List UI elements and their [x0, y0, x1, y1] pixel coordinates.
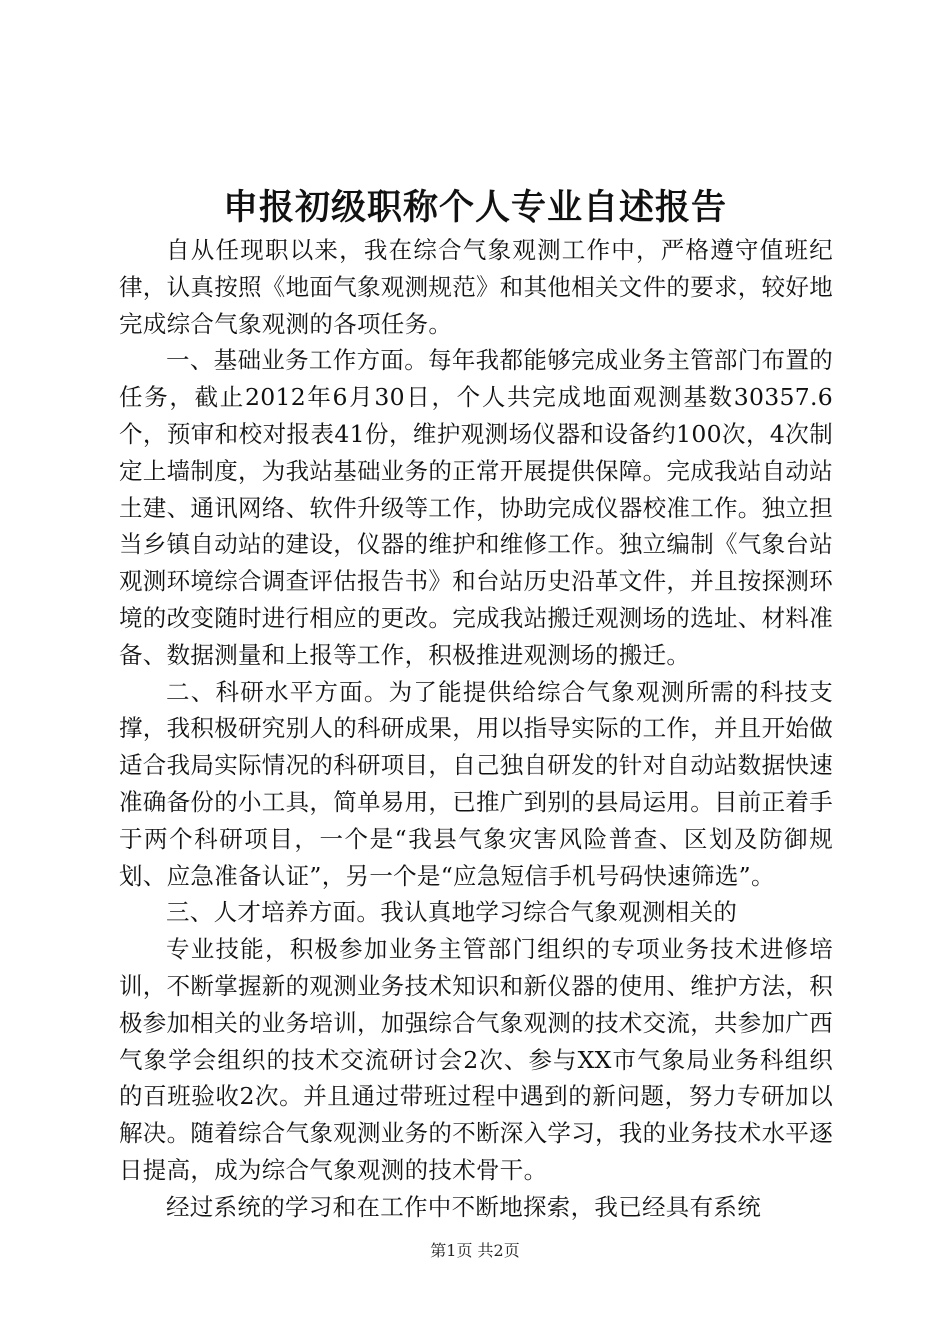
paragraph-basic-work: 一、基础业务工作方面。每年我都能够完成业务主管部门布置的任务，截止2012年6月30日，个人共完成地面观测基数30357.6个，预审和校对报表41份，维护观测场仪器和设备约100次，4次制定上墙制度，为我站基础业务的正常开展提供保障。完成我站自动站土建、通讯网络、软件升级等工作，协助完成仪器校准工作。独立担当乡镇自动站的建设，仪器的维护和维修工作。独立编制《气象台站观测环境综合调查评估报告书》和台站历史沿革文件，并且按探测环境的改变随时进行相应的更改。完成我站搬迁观测场的选址、材料准备、数据测量和上报等工作，积极推进观测场的搬迁。	[119, 346, 833, 669]
paragraph-professional-skills: 专业技能，积极参加业务主管部门组织的专项业务技术进修培训，不断掌握新的观测业务技术知识和新仪器的使用、维护方法，积极参加相关的业务培训，加强综合气象观测的技术交流，共参加广西气象学会组织的技术交流研讨会2次、参与XX市气象局业务科组织的百班验收2次。并且通过带班过程中遇到的新问题，努力专研加以解决。随着综合气象观测业务的不断深入学习，我的业务技术水平逐日提高，成为综合气象观测的技术骨干。	[119, 935, 833, 1184]
document-title: 申报初级职称个人专业自述报告	[222, 187, 727, 228]
paragraph-research: 二、科研水平方面。为了能提供给综合气象观测所需的科技支撑，我积极研究别人的科研成果，用以指导实际的工作，并且开始做适合我局实际情况的科研项目，自己独自研发的针对自动站数据快速准确备份的小工具，简单易用，已推广到别的县局运用。目前正着手于两个科研项目，一个是“我县气象灾害风险普查、区划及防御规划、应急准备认证”，另一个是“应急短信手机号码快速筛选”。	[119, 677, 833, 890]
document-body	[119, 232, 833, 1226]
paragraph-talent-training: 三、人才培养方面。我认真地学习综合气象观测相关的	[166, 898, 738, 927]
page-number-footer: 第1页 共2页	[430, 1241, 520, 1260]
paragraph-conclusion: 经过系统的学习和在工作中不断地探索，我已经具有系统	[166, 1192, 761, 1221]
paragraph-intro: 自从任现职以来，我在综合气象观测工作中，严格遵守值班纪律，认真按照《地面气象观测规范》和其他相关文件的要求，较好地完成综合气象观测的各项任务。	[119, 236, 833, 338]
